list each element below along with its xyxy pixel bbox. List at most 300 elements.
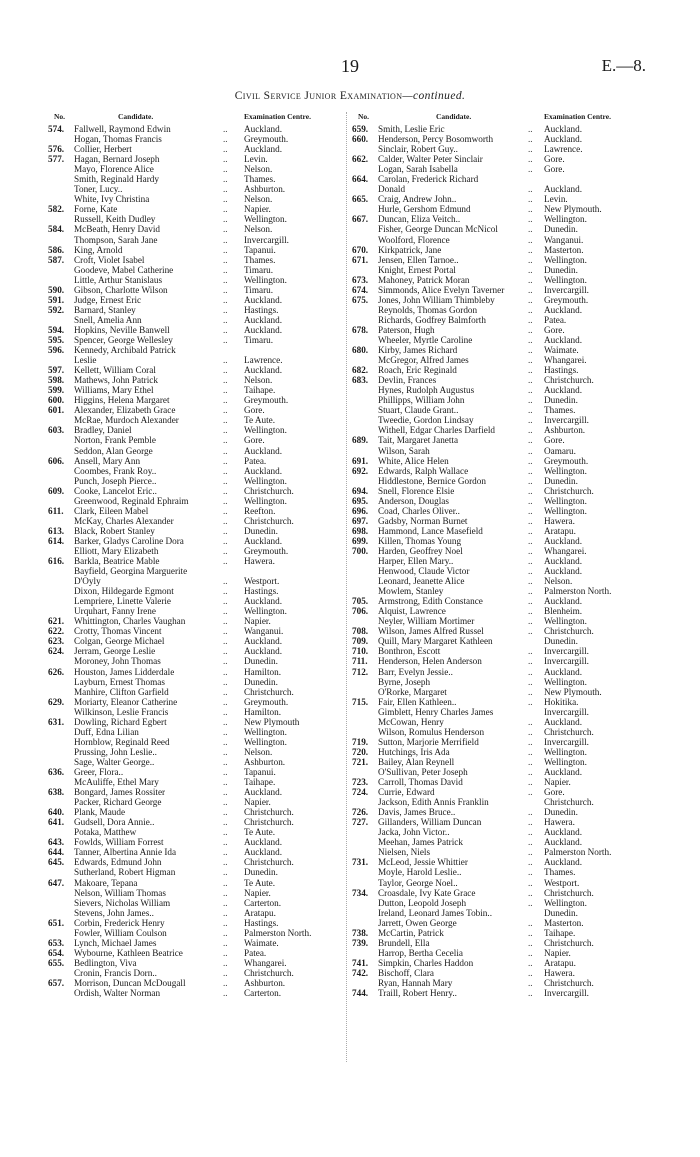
leader-dots: .. — [528, 395, 533, 406]
candidate-name: Byrne, Joseph — [378, 676, 431, 687]
candidate-name: Hurle, Gershom Edmund — [378, 204, 471, 215]
candidate-name: Woolford, Florence — [378, 234, 450, 245]
candidate-name: Davis, James Bruce.. — [378, 807, 456, 818]
candidate-row — [48, 667, 343, 677]
candidate-number: 700. — [352, 545, 369, 556]
candidate-name: Mayo, Florence Alice — [74, 164, 154, 175]
examination-centre: Wellington. — [244, 475, 287, 486]
candidate-row — [48, 857, 343, 867]
examination-centre: Greymouth. — [244, 134, 289, 145]
leader-dots: .. — [528, 495, 533, 506]
candidate-name: Phillipps, William John — [378, 395, 465, 406]
candidate-number: 598. — [48, 375, 65, 386]
leader-dots: .. — [223, 184, 228, 195]
candidate-row — [48, 536, 343, 546]
examination-centre: Dunedin. — [544, 395, 578, 406]
column-divider — [346, 112, 347, 1062]
examination-centre: Westport. — [244, 576, 280, 587]
leader-dots: .. — [528, 264, 533, 275]
candidate-number: 674. — [352, 284, 369, 295]
leader-dots: .. — [223, 656, 228, 667]
candidate-row — [352, 526, 682, 536]
candidate-row — [352, 456, 682, 466]
examination-centre: Invercargill. — [544, 284, 589, 295]
candidate-number: 705. — [352, 596, 369, 607]
candidate-name: Higgins, Helena Margaret — [74, 395, 170, 406]
leader-dots: .. — [223, 957, 228, 968]
candidate-number: 584. — [48, 224, 65, 235]
candidate-name: Norton, Frank Pemble — [74, 435, 156, 446]
examination-centre: Napier. — [244, 204, 271, 215]
examination-centre: Aratapu. — [544, 525, 576, 536]
candidate-row — [48, 898, 343, 908]
candidate-name: Simmonds, Alice Evelyn Taverner — [378, 284, 505, 295]
candidate-number: 738. — [352, 927, 369, 938]
leader-dots: .. — [223, 576, 228, 587]
examination-centre: Whangarei. — [244, 957, 287, 968]
candidate-name: Smith, Reginald Hardy — [74, 174, 159, 185]
leader-dots: .. — [223, 626, 228, 637]
leader-dots: .. — [528, 415, 533, 426]
examination-centre: Timaru. — [244, 284, 274, 295]
leader-dots: .. — [223, 807, 228, 818]
leader-dots: .. — [223, 616, 228, 627]
examination-centre: Waimate. — [244, 937, 279, 948]
candidate-number: 706. — [352, 606, 369, 617]
leader-dots: .. — [223, 817, 228, 828]
candidate-row — [352, 486, 682, 496]
candidate-name: Barker, Gladys Caroline Dora — [74, 535, 184, 546]
candidate-row — [48, 164, 343, 174]
leader-dots: .. — [528, 485, 533, 496]
candidate-row — [352, 305, 682, 315]
candidate-name: Bradley, Daniel — [74, 425, 132, 436]
candidate-number: 680. — [352, 345, 369, 356]
leader-dots: .. — [528, 515, 533, 526]
candidate-name: Donald — [378, 184, 406, 195]
leader-dots: .. — [223, 455, 228, 466]
candidate-name: Gadsby, Norman Burnet — [378, 515, 468, 526]
leader-dots: .. — [223, 777, 228, 788]
examination-centre: Ashburton. — [244, 977, 286, 988]
examination-centre: Christchurch. — [244, 686, 294, 697]
leader-dots: .. — [223, 907, 228, 918]
candidate-name: Barkla, Beatrice Mable — [74, 556, 160, 567]
leader-dots: .. — [223, 646, 228, 657]
candidate-name: Hogan, Thomas Francis — [74, 134, 162, 145]
candidate-name: Jacka, John Victor.. — [378, 827, 450, 838]
examination-centre: Christchurch. — [244, 817, 294, 828]
candidate-name: Wilson, James Alfred Russel — [378, 626, 484, 637]
candidate-row — [48, 968, 343, 978]
candidate-row — [48, 425, 343, 435]
candidate-name: Duff, Edna Lilian — [74, 726, 139, 737]
leader-dots: .. — [223, 847, 228, 858]
candidate-row — [48, 214, 343, 224]
candidate-number: 689. — [352, 435, 369, 446]
leader-dots: .. — [223, 415, 228, 426]
candidate-name: McGregor, Alfred James — [378, 355, 469, 366]
leader-dots: .. — [223, 887, 228, 898]
examination-centre: New Plymouth. — [544, 686, 602, 697]
candidate-row — [48, 606, 343, 616]
candidate-name: Ryan, Hannah Mary — [378, 977, 453, 988]
examination-centre: Masterton. — [544, 244, 584, 255]
examination-centre: Whangarei. — [544, 545, 587, 556]
examination-centre: Invercargill. — [544, 988, 589, 999]
examination-centre: Lawrence. — [244, 355, 283, 366]
candidate-number: 667. — [352, 214, 369, 225]
examination-centre: Wellington. — [244, 274, 287, 285]
candidate-row — [48, 777, 343, 787]
candidate-name: Mowlem, Stanley — [378, 586, 444, 597]
leader-dots: .. — [528, 977, 533, 988]
leader-dots: .. — [528, 545, 533, 556]
candidate-row — [48, 255, 343, 265]
examination-centre: Patea. — [244, 947, 267, 958]
examination-centre: Auckland. — [544, 535, 583, 546]
right-column — [352, 112, 682, 998]
examination-centre: Carterton. — [244, 897, 281, 908]
examination-centre: Christchurch. — [544, 375, 594, 386]
candidate-number: 590. — [48, 284, 65, 295]
candidate-row — [48, 747, 343, 757]
leader-dots: .. — [223, 385, 228, 396]
leader-dots: .. — [528, 616, 533, 627]
candidate-name: Jerram, George Leslie — [74, 646, 156, 657]
candidate-name: McLeod, Jessie Whittier — [378, 857, 468, 868]
leader-dots: .. — [528, 676, 533, 687]
candidate-row — [48, 456, 343, 466]
leader-dots: .. — [528, 314, 533, 325]
examination-centre: Taihape. — [544, 927, 576, 938]
candidate-number: 657. — [48, 977, 65, 988]
candidate-row — [352, 566, 682, 576]
candidate-number: 616. — [48, 556, 65, 567]
examination-centre: Auckland. — [244, 294, 283, 305]
candidate-name: Dowling, Richard Egbert — [74, 716, 167, 727]
candidate-name: Russell, Keith Dudley — [74, 214, 156, 225]
candidate-name: Thompson, Sarah Jane — [74, 234, 158, 245]
candidate-number: 678. — [352, 324, 369, 335]
candidate-row — [352, 184, 682, 194]
candidate-row — [352, 737, 682, 747]
leader-dots: .. — [528, 696, 533, 707]
examination-centre: Invercargill. — [544, 646, 589, 657]
candidate-row — [352, 124, 682, 134]
examination-centre: Westport. — [544, 877, 580, 888]
examination-centre: Nelson. — [244, 194, 273, 205]
leader-dots: .. — [528, 224, 533, 235]
candidate-number: 601. — [48, 405, 65, 416]
candidate-number: 662. — [352, 154, 369, 165]
leader-dots: .. — [223, 897, 228, 908]
candidate-name: Moriarty, Eleanor Catherine — [74, 696, 178, 707]
candidate-row — [352, 265, 682, 275]
candidate-row — [352, 214, 682, 224]
candidate-name: Packer, Richard George — [74, 797, 162, 808]
examination-centre: Hokitika. — [544, 696, 579, 707]
examination-centre: Wellington. — [544, 505, 587, 516]
examination-centre: Ashburton. — [244, 756, 286, 767]
candidate-name: Seddon, Alan George — [74, 445, 153, 456]
leader-dots: .. — [528, 787, 533, 798]
candidate-name: Wilson, Sarah — [378, 445, 430, 456]
candidate-name: Judge, Ernest Eric — [74, 294, 142, 305]
candidate-row — [352, 466, 682, 476]
leader-dots: .. — [223, 485, 228, 496]
examination-centre: Napier. — [244, 887, 271, 898]
leader-dots: .. — [223, 194, 228, 205]
examination-centre: Dunedin. — [244, 676, 278, 687]
leader-dots: .. — [528, 817, 533, 828]
leader-dots: .. — [223, 435, 228, 446]
candidate-row — [352, 395, 682, 405]
examination-centre: Auckland. — [244, 324, 283, 335]
candidate-row — [48, 466, 343, 476]
examination-centre: Thames. — [544, 867, 576, 878]
leader-dots: .. — [528, 375, 533, 386]
candidate-number: 720. — [352, 746, 369, 757]
examination-centre: Auckland. — [244, 314, 283, 325]
leader-dots: .. — [528, 304, 533, 315]
leader-dots: .. — [223, 174, 228, 185]
candidate-number: 671. — [352, 254, 369, 265]
examination-centre: Thames. — [244, 254, 276, 265]
leader-dots: .. — [528, 626, 533, 637]
examination-centre: Wellington. — [244, 736, 287, 747]
candidate-row — [352, 857, 682, 867]
candidate-name: Kellett, William Coral — [74, 365, 156, 376]
candidate-row — [48, 656, 343, 666]
leader-dots: .. — [223, 365, 228, 376]
candidate-row — [352, 747, 682, 757]
candidate-row — [48, 265, 343, 275]
candidate-row — [352, 335, 682, 345]
leader-dots: .. — [223, 676, 228, 687]
candidate-number: 597. — [48, 365, 65, 376]
candidate-name: Bonthron, Escott — [378, 646, 441, 657]
candidate-name: Fallwell, Raymond Edwin — [74, 124, 171, 134]
candidate-number: 577. — [48, 154, 65, 165]
candidate-number: 715. — [352, 696, 369, 707]
examination-centre: Wellington. — [544, 756, 587, 767]
leader-dots: .. — [528, 455, 533, 466]
candidate-name: Roach, Eric Reginald — [378, 365, 457, 376]
candidate-number: 596. — [48, 345, 65, 356]
candidate-row — [352, 727, 682, 737]
candidate-name: Snell, Florence Elsie — [378, 485, 455, 496]
header-candidate: Candidate. — [118, 112, 154, 121]
candidate-row — [48, 847, 343, 857]
candidate-number: 695. — [352, 495, 369, 506]
examination-centre: Dunedin. — [544, 264, 578, 275]
candidate-name: D'Oyly — [74, 576, 101, 587]
leader-dots: .. — [528, 214, 533, 225]
leader-dots: .. — [223, 726, 228, 737]
examination-centre: Taihape. — [244, 777, 276, 788]
leader-dots: .. — [528, 967, 533, 978]
candidate-name: Meehan, James Patrick — [378, 837, 463, 848]
candidate-number: 591. — [48, 294, 65, 305]
candidate-row — [48, 636, 343, 646]
leader-dots: .. — [528, 445, 533, 456]
candidate-number: 631. — [48, 716, 65, 727]
leader-dots: .. — [528, 134, 533, 145]
page-reference: E.—8. — [601, 56, 646, 75]
candidate-name: Quill, Mary Margaret Kathleen — [378, 636, 493, 647]
candidate-name: King, Arnold — [74, 244, 123, 255]
examination-centre: Auckland. — [544, 767, 583, 777]
examination-centre: Oamaru. — [544, 445, 576, 456]
candidate-row — [48, 757, 343, 767]
leader-dots: .. — [223, 857, 228, 868]
candidate-number: 734. — [352, 887, 369, 898]
candidate-row — [352, 807, 682, 817]
examination-centre: Auckland. — [544, 666, 583, 677]
examination-centre: Auckland. — [544, 134, 583, 145]
leader-dots: .. — [223, 264, 228, 275]
candidate-row — [352, 667, 682, 677]
candidate-row — [48, 958, 343, 968]
leader-dots: .. — [528, 535, 533, 546]
candidate-name: O'Rorke, Margaret — [378, 686, 447, 697]
candidate-row — [352, 938, 682, 948]
leader-dots: .. — [528, 857, 533, 868]
candidate-row — [352, 717, 682, 727]
candidate-name: Jensen, Ellen Tarnoe.. — [378, 254, 459, 265]
leader-dots: .. — [223, 827, 228, 838]
candidate-name: Taylor, George Noel.. — [378, 877, 458, 888]
examination-centre: Hawera. — [544, 817, 575, 828]
leader-dots: .. — [223, 134, 228, 145]
candidate-row — [48, 707, 343, 717]
leader-dots: .. — [528, 324, 533, 335]
candidate-row — [352, 606, 682, 616]
candidate-row — [352, 687, 682, 697]
leader-dots: .. — [223, 284, 228, 295]
candidate-row — [352, 777, 682, 787]
candidate-row — [352, 415, 682, 425]
candidate-row — [48, 486, 343, 496]
candidate-row — [352, 295, 682, 305]
candidate-number: 586. — [48, 244, 65, 255]
leader-dots: .. — [528, 184, 533, 195]
candidate-name: Fair, Ellen Kathleen.. — [378, 696, 457, 707]
examination-centre: Aratapu. — [544, 957, 576, 968]
examination-centre: Hastings. — [244, 304, 279, 315]
candidate-row — [48, 616, 343, 626]
candidate-name: Stevens, John James.. — [74, 907, 154, 918]
examination-centre: Palmerston North. — [544, 847, 612, 858]
candidate-number: 665. — [352, 194, 369, 205]
examination-centre: Auckland. — [244, 847, 283, 858]
candidate-name: Tait, Margaret Janetta — [378, 435, 459, 446]
candidate-number: 621. — [48, 616, 65, 627]
leader-dots: .. — [528, 435, 533, 446]
candidate-name: Tweedie, Gordon Lindsay — [378, 415, 474, 426]
candidate-row — [48, 908, 343, 918]
examination-centre: Wellington. — [544, 746, 587, 757]
examination-centre: Auckland. — [244, 837, 283, 848]
examination-centre: Dunedin. — [244, 867, 278, 878]
candidate-row — [48, 325, 343, 335]
examination-centre: Thames. — [244, 174, 276, 185]
candidate-row — [48, 275, 343, 285]
candidate-row — [48, 888, 343, 898]
examination-centre: Dunedin. — [544, 475, 578, 486]
examination-centre: Hamilton. — [244, 666, 282, 677]
leader-dots: .. — [528, 475, 533, 486]
candidate-name: Jackson, Edith Annis Franklin — [378, 797, 489, 808]
candidate-row — [352, 516, 682, 526]
leader-dots: .. — [528, 847, 533, 858]
examination-centre: Gore. — [244, 405, 265, 416]
leader-dots: .. — [223, 124, 228, 134]
candidate-name: Bailey, Alan Reynell — [378, 756, 455, 767]
examination-centre: Levin. — [544, 194, 568, 205]
examination-centre: Greymouth. — [244, 395, 289, 406]
candidate-row — [48, 807, 343, 817]
examination-centre: Gore. — [544, 787, 565, 798]
candidate-number: 683. — [352, 375, 369, 386]
candidate-name: Sievers, Nicholas William — [74, 897, 171, 908]
candidate-name: Greenwood, Reginald Ephraim — [74, 495, 189, 506]
examination-centre: Nelson. — [244, 746, 273, 757]
examination-centre: Blenheim. — [544, 606, 583, 617]
examination-centre: Christchurch. — [244, 485, 294, 496]
candidate-number: 629. — [48, 696, 65, 707]
candidate-name: Withell, Edgar Charles Darfield — [378, 425, 495, 436]
candidate-name: Gillanders, William Duncan — [378, 817, 482, 828]
candidate-name: Morrison, Duncan McDougall — [74, 977, 186, 988]
leader-dots: .. — [223, 164, 228, 175]
candidate-row — [352, 446, 682, 456]
examination-centre: Reefton. — [244, 505, 276, 516]
leader-dots: .. — [223, 244, 228, 255]
candidate-number: 653. — [48, 937, 65, 948]
candidate-row — [352, 867, 682, 877]
candidate-name: Ireland, Leonard James Tobin.. — [378, 907, 492, 918]
examination-centre: Ashburton. — [544, 425, 586, 436]
candidate-row — [352, 636, 682, 646]
candidate-name: Hammond, Lance Masefield — [378, 525, 483, 536]
candidate-row — [352, 646, 682, 656]
candidate-row — [352, 626, 682, 636]
candidate-number: 692. — [352, 465, 369, 476]
leader-dots: .. — [528, 284, 533, 295]
candidate-name: Tanner, Albertina Annie Ida — [74, 847, 177, 858]
candidate-name: Hiddlestone, Bernice Gordon — [378, 475, 486, 486]
candidate-row — [48, 375, 343, 385]
examination-centre: Tapanui. — [244, 767, 276, 777]
candidate-row — [48, 395, 343, 405]
candidate-row — [352, 245, 682, 255]
candidate-number: 659. — [352, 124, 369, 134]
candidate-row — [352, 365, 682, 375]
candidate-name: Barr, Evelyn Jessie.. — [378, 666, 453, 677]
candidate-number: 660. — [352, 134, 369, 145]
candidate-number: 638. — [48, 787, 65, 798]
candidate-name: Brundell, Ella — [378, 937, 430, 948]
candidate-name: Kirby, James Richard — [378, 345, 458, 356]
candidate-number: 723. — [352, 777, 369, 788]
candidate-row — [48, 315, 343, 325]
candidate-name: Devlin, Frances — [378, 375, 437, 386]
candidate-name: Black, Robert Stanley — [74, 525, 155, 536]
candidate-row — [352, 958, 682, 968]
leader-dots: .. — [223, 304, 228, 315]
